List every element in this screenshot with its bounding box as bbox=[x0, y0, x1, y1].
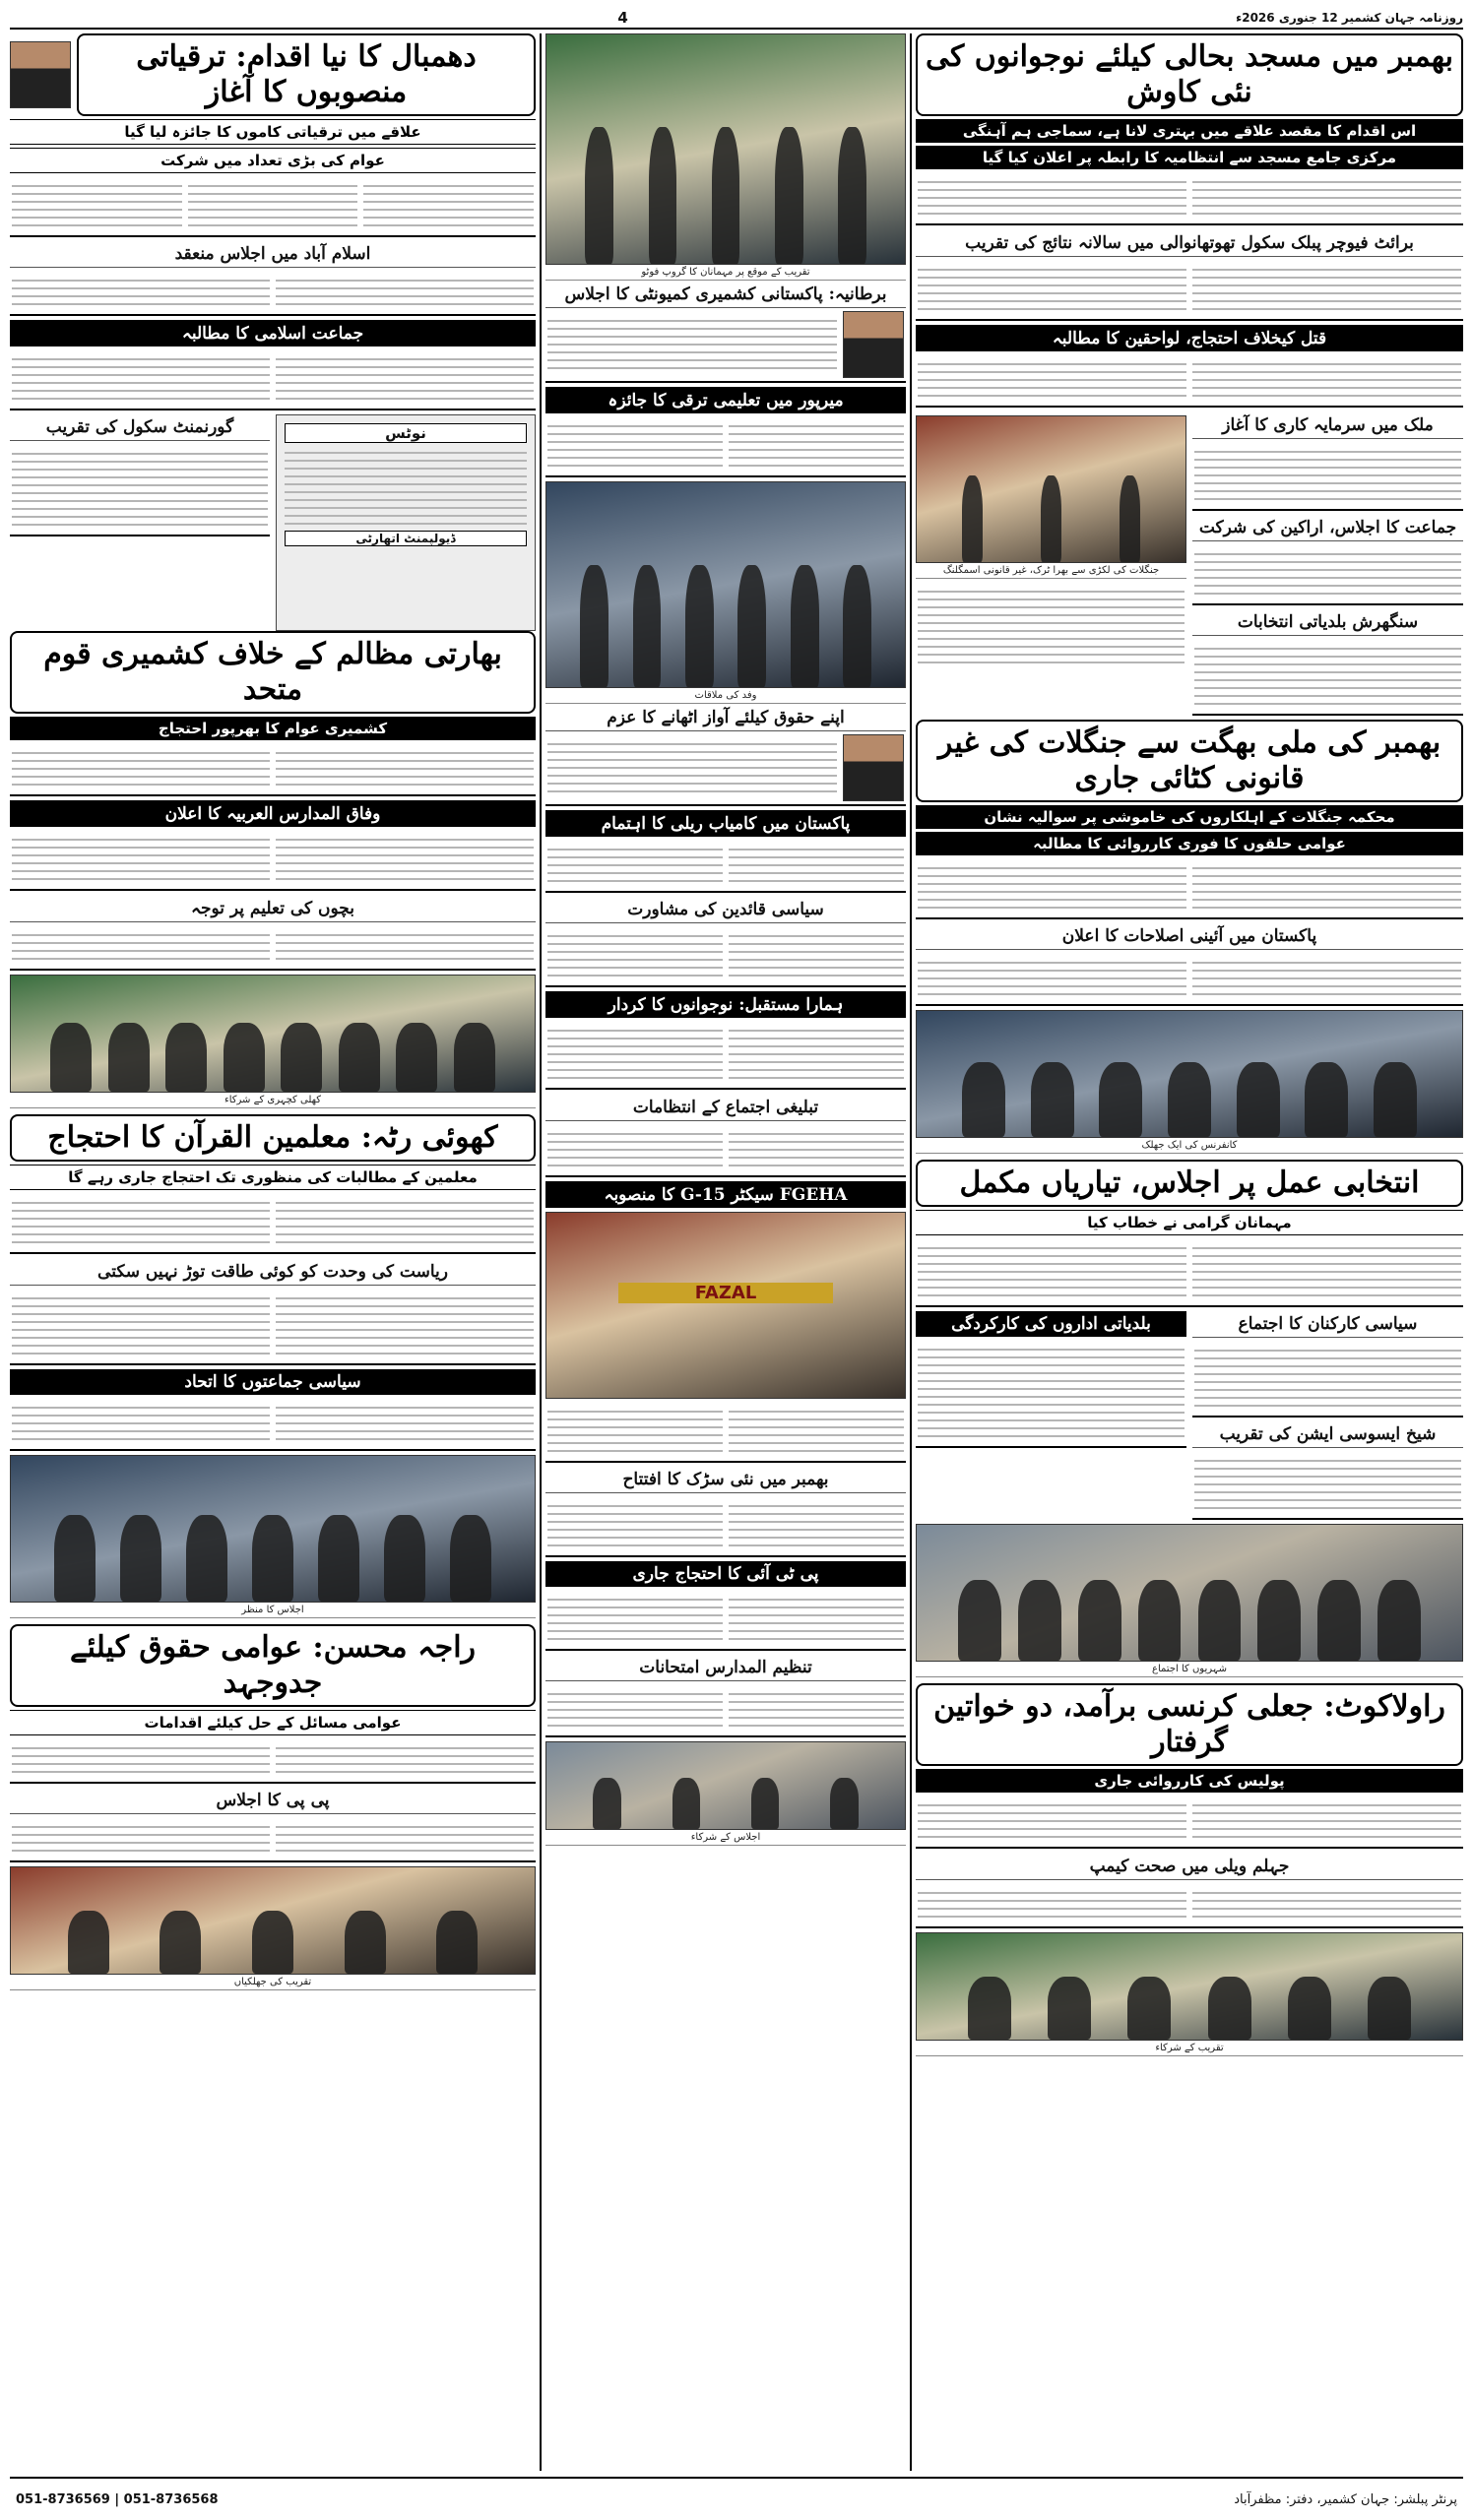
columns bbox=[10, 33, 1463, 2471]
left-story-4 bbox=[10, 800, 536, 891]
left-lead-story-4 bbox=[10, 1624, 536, 1784]
headline: بچوں کی تعلیم پر توجہ bbox=[10, 895, 536, 922]
photo-caption: تقریب کی جھلکیاں bbox=[10, 1975, 536, 1990]
left-story-6 bbox=[10, 1258, 536, 1365]
mid-story-8 bbox=[545, 1181, 906, 1463]
headline: برائٹ فیوچر پبلک سکول تھوتھانوالی میں سالانہ نتائج کی تقریب bbox=[916, 229, 1463, 257]
photo-ceremony bbox=[545, 33, 906, 265]
right-lead-story-1 bbox=[916, 33, 1463, 225]
mid-story-9 bbox=[545, 1467, 906, 1557]
subheadline: علاقے میں ترقیاتی کاموں کا جائزہ لیا گیا bbox=[10, 119, 536, 145]
right-story-3 bbox=[1192, 411, 1463, 511]
sign-fazal: FAZAL bbox=[618, 1283, 833, 1303]
photo-building bbox=[545, 1212, 906, 1399]
photo-conference bbox=[916, 1010, 1463, 1138]
left-column bbox=[10, 33, 536, 2471]
mid-story-10 bbox=[545, 1561, 906, 1651]
left-lead-story-2 bbox=[10, 631, 536, 796]
legal-notice bbox=[276, 414, 536, 631]
headline: اسلام آباد میں اجلاس منعقد bbox=[10, 241, 536, 268]
photo-caption: اجلاس کا منظر bbox=[10, 1603, 536, 1618]
photo-caption: اجلاس کے شرکاء bbox=[545, 1830, 906, 1846]
headline: تبلیغی اجتماع کے انتظامات bbox=[545, 1094, 906, 1121]
middle-column bbox=[545, 33, 906, 2471]
photo-caption: تقریب کے موقع پر مہمانان کا گروپ فوٹو bbox=[545, 265, 906, 281]
headline: بلدیاتی اداروں کی کارکردگی bbox=[916, 1311, 1186, 1337]
headline: سیاسی قائدین کی مشاورت bbox=[545, 897, 906, 923]
headline: راولاکوٹ: جعلی کرنسی برآمد، دو خواتین گرفتار bbox=[916, 1683, 1463, 1766]
right-story-10 bbox=[916, 1853, 1463, 1928]
right-lead-story-3 bbox=[916, 1160, 1463, 1307]
portrait bbox=[843, 311, 904, 378]
headline: بھمبر کی ملی بھگت سے جنگلات کی غیر قانونی کٹائی جاری bbox=[916, 720, 1463, 802]
right-story-8 bbox=[1192, 1421, 1463, 1520]
subheadline: مہمانان گرامی نے خطاب کیا bbox=[916, 1210, 1463, 1235]
subheadline: پولیس کی کارروائی جاری bbox=[916, 1769, 1463, 1793]
left-story-7 bbox=[10, 1369, 536, 1451]
footer bbox=[10, 2477, 1463, 2520]
photo-highlights bbox=[10, 1866, 536, 1975]
headline: ملک میں سرمایہ کاری کا آغاز bbox=[1192, 411, 1463, 439]
right-column bbox=[916, 33, 1463, 2471]
mid-story-3 bbox=[545, 704, 906, 806]
photo-caption: جنگلات کی لکڑی سے بھرا ٹرک، غیر قانونی اسمگلنگ bbox=[916, 563, 1186, 579]
headline: جماعت اسلامی کا مطالبہ bbox=[10, 320, 536, 346]
right-lead-story-2 bbox=[916, 720, 1463, 919]
headline: ریاست کی وحدت کو کوئی طاقت توڑ نہیں سکتی bbox=[10, 1258, 536, 1286]
headline: جماعت کا اجلاس، اراکین کی شرکت bbox=[1192, 515, 1463, 541]
mid-story-1 bbox=[545, 281, 906, 383]
column-divider bbox=[910, 33, 912, 2471]
photo-caption: کھلی کچہری کے شرکاء bbox=[10, 1093, 536, 1108]
photo-delegation bbox=[545, 481, 906, 688]
left-story-1 bbox=[10, 241, 536, 316]
subheadline: عوام کی بڑی تعداد میں شرکت bbox=[10, 148, 536, 173]
left-lead-story-1 bbox=[10, 33, 536, 237]
portrait bbox=[843, 734, 904, 801]
headline: پی ٹی آئی کا احتجاج جاری bbox=[545, 1561, 906, 1587]
left-story-8 bbox=[10, 1788, 536, 1862]
headline: بھارتی مظالم کے خلاف کشمیری قوم متحد bbox=[10, 631, 536, 714]
photo-caption: شہریوں کا اجتماع bbox=[916, 1662, 1463, 1677]
notice-subtitle: ڈیولپمنٹ اتھارٹی bbox=[285, 531, 527, 546]
subheadline: عوامی مسائل کے حل کیلئے اقدامات bbox=[10, 1710, 536, 1735]
headline: میرپور میں تعلیمی ترقی کا جائزہ bbox=[545, 387, 906, 413]
headline: سیاسی کارکنان کا اجتماع bbox=[1192, 1311, 1463, 1338]
headline: تنظیم المدارس امتحانات bbox=[545, 1655, 906, 1681]
headline: راجہ محسن: عوامی حقوق کیلئے جدوجہد bbox=[10, 1624, 536, 1707]
headline: جہلم ویلی میں صحت کیمپ bbox=[916, 1853, 1463, 1880]
right-story-6 bbox=[916, 923, 1463, 1006]
notice-title: نوٹس bbox=[285, 423, 527, 443]
headline: سیاسی جماعتوں کا اتحاد bbox=[10, 1369, 536, 1395]
photo-caption: وفد کی ملاقات bbox=[545, 688, 906, 704]
headline: دھمبال کا نیا اقدام: ترقیاتی منصوبوں کا آغاز bbox=[77, 33, 536, 116]
headline: پی پی کا اجلاس bbox=[10, 1788, 536, 1814]
mid-story-11 bbox=[545, 1655, 906, 1737]
photo-caption: کانفرنس کی ایک جھلک bbox=[916, 1138, 1463, 1154]
subheadline: اس اقدام کا مقصد علاقے میں بہتری لانا ہے، سماجی ہم آہنگی bbox=[916, 119, 1463, 143]
phone-numbers: 051-8736569 | 051-8736568 bbox=[16, 2491, 219, 2507]
portrait bbox=[10, 41, 71, 108]
headline: پاکستان میں آئینی اصلاحات کا اعلان bbox=[916, 923, 1463, 950]
subheadline: معلمین کے مطالبات کی منظوری تک احتجاج جاری رہے گا bbox=[10, 1165, 536, 1190]
left-story-3 bbox=[10, 414, 270, 536]
right-story-2 bbox=[916, 325, 1463, 408]
headline: وفاق المدارس العربیہ کا اعلان bbox=[10, 800, 536, 827]
right-story-4 bbox=[1192, 515, 1463, 605]
headline: ہمارا مستقبل: نوجوانوں کا کردار bbox=[545, 991, 906, 1018]
page-number: 4 bbox=[617, 9, 628, 27]
headline: بھمبر میں نئی سڑک کا افتتاح bbox=[545, 1467, 906, 1493]
headline: FGEHA سیکٹر G-15 کا منصوبہ bbox=[545, 1181, 906, 1208]
mid-story-7 bbox=[545, 1094, 906, 1177]
subheadline: مرکزی جامع مسجد سے انتظامیہ کا رابطہ پر اعلان کیا گیا bbox=[916, 146, 1463, 169]
right-story-7 bbox=[1192, 1311, 1463, 1418]
headline: گورنمنٹ سکول کی تقریب bbox=[10, 414, 270, 441]
right-story-9 bbox=[916, 1311, 1186, 1448]
mid-story-4 bbox=[545, 810, 906, 893]
right-lead-story-4 bbox=[916, 1683, 1463, 1849]
photo-event bbox=[916, 1932, 1463, 2041]
right-story-1 bbox=[916, 229, 1463, 321]
headline: اپنے حقوق کیلئے آواز اٹھانے کا عزم bbox=[545, 704, 906, 731]
headline: شیخ ایسوسی ایشن کی تقریب bbox=[1192, 1421, 1463, 1448]
photo-open-court bbox=[10, 975, 536, 1093]
headline: کھوئی رٹہ: معلمین القرآن کا احتجاج bbox=[10, 1114, 536, 1162]
photo-meeting bbox=[545, 1741, 906, 1830]
headline: انتخابی عمل پر اجلاس، تیاریاں مکمل bbox=[916, 1160, 1463, 1207]
mid-story-6 bbox=[545, 991, 906, 1090]
photo-caption: تقریب کے شرکاء bbox=[916, 2041, 1463, 2056]
masthead bbox=[10, 8, 1463, 30]
left-lead-story-3 bbox=[10, 1114, 536, 1254]
headline: پاکستان میں کامیاب ریلی کا اہتمام bbox=[545, 810, 906, 837]
left-story-2 bbox=[10, 320, 536, 410]
headline: قتل کیخلاف احتجاج، لواحقین کا مطالبہ bbox=[916, 325, 1463, 351]
headline: سنگھرش بلدیاتی انتخابات bbox=[1192, 609, 1463, 636]
imprint: پرنٹر پبلشر: جہان کشمیر، دفتر: مظفرآباد bbox=[1234, 2491, 1457, 2507]
headline: بھمبر میں مسجد بحالی کیلئے نوجوانوں کی نئی کاوش bbox=[916, 33, 1463, 116]
photo-meeting-left bbox=[10, 1455, 536, 1603]
date-line: روزنامہ جہان کشمیر 12 جنوری 2026ء bbox=[1236, 11, 1463, 25]
photo-gathering bbox=[916, 1524, 1463, 1662]
headline: برطانیہ: پاکستانی کشمیری کمیونٹی کا اجلاس bbox=[545, 281, 906, 308]
column-divider bbox=[540, 33, 542, 2471]
subheadline: کشمیری عوام کا بھرپور احتجاج bbox=[10, 717, 536, 740]
mid-story-5 bbox=[545, 897, 906, 987]
photo-truck bbox=[916, 415, 1186, 563]
subheadline: عوامی حلقوں کا فوری کارروائی کا مطالبہ bbox=[916, 832, 1463, 855]
right-story-5 bbox=[1192, 609, 1463, 716]
subheadline: محکمہ جنگلات کے اہلکاروں کی خاموشی پر سوالیہ نشان bbox=[916, 805, 1463, 829]
left-story-5 bbox=[10, 895, 536, 971]
mid-story-2 bbox=[545, 387, 906, 477]
